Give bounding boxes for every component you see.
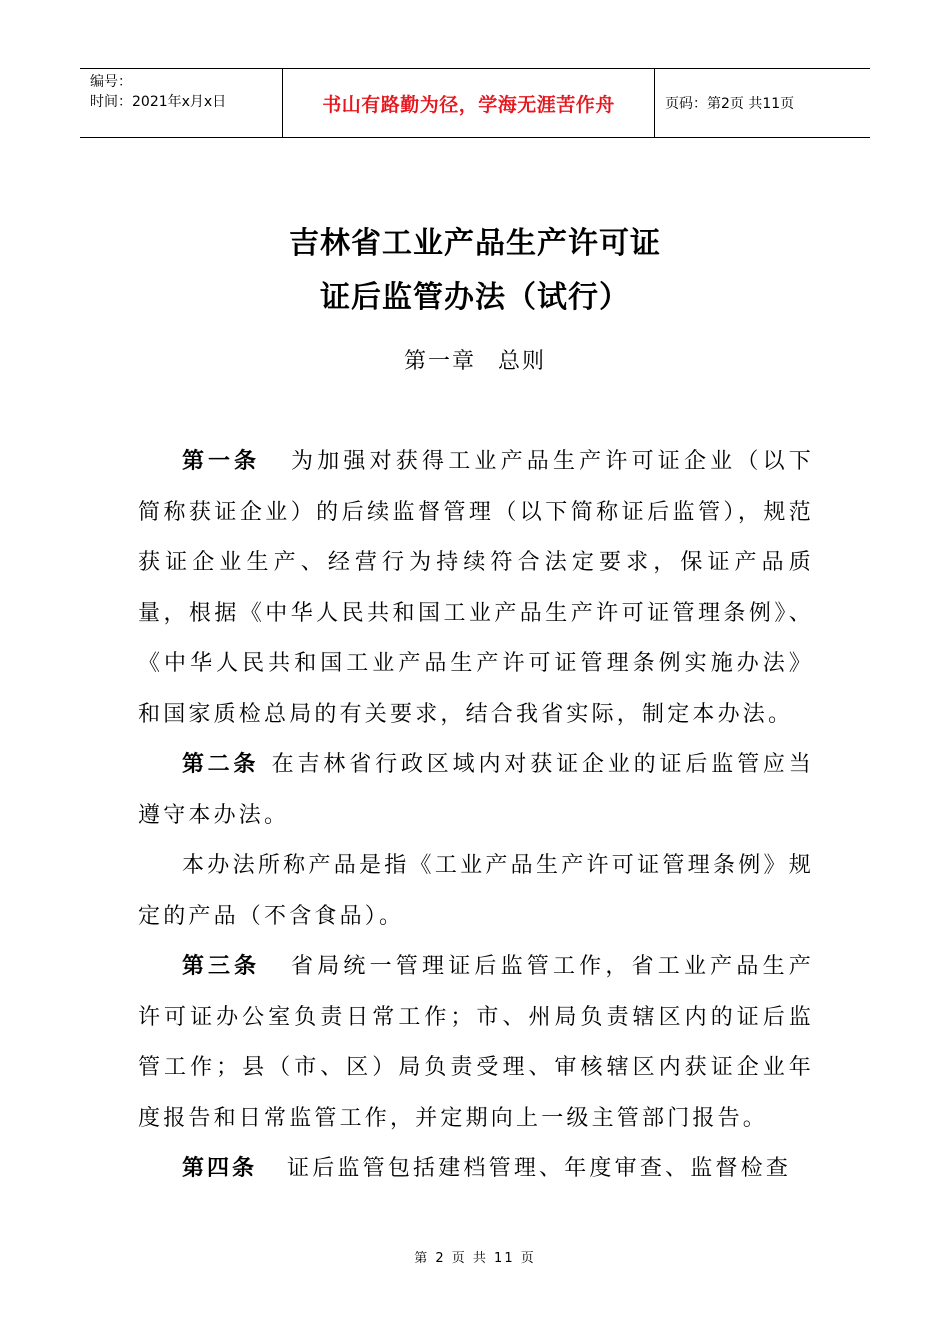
header-table: [80, 68, 870, 138]
article-label: 第四条: [182, 1156, 258, 1181]
document-body: [138, 437, 814, 1195]
document-number-label: 编号：: [90, 74, 132, 90]
article-paragraph: [138, 1144, 814, 1195]
header-motto: 书山有路勤为径，学海无涯苦作舟: [283, 69, 655, 137]
chapter-heading: [0, 344, 950, 375]
article-paragraph: [138, 740, 814, 841]
page-footer: 第 2 页 共 11 页: [414, 1251, 536, 1266]
article-label: 第一条: [182, 449, 260, 474]
article-text: 本办法所称产品是指《工业产品生产许可证管理条例》规定的产品（不含食品）。: [138, 853, 814, 929]
chapter-number: 第一章: [403, 349, 476, 374]
document-date: 时间：2021年x月x日: [90, 94, 227, 110]
article-label: 第三条: [182, 954, 260, 979]
document-title-line1: 吉林省工业产品生产许可证: [289, 226, 661, 261]
article-paragraph: [138, 437, 814, 740]
article-text: 省局统一管理证后监管工作，省工业产品生产许可证办公室负责日常工作；市、州局负责辖区内的证后监管工作；县（市、区）局负责受理、审核辖区内获证企业年度报告和日常监管工作，并定期向上一级主管部门报告。: [138, 954, 814, 1131]
article-paragraph: [138, 942, 814, 1144]
article-label: 第二条: [182, 752, 259, 777]
article-text: 证后监管包括建档管理、年度审查、监督检查: [287, 1156, 792, 1181]
chapter-name: 总则: [498, 349, 547, 374]
article-text: 在吉林省行政区域内对获证企业的证后监管应当遵守本办法。: [138, 752, 814, 828]
document-title-line2: 证后监管办法（试行）: [320, 280, 630, 315]
header-page-info: 页码：第2页 共11页: [665, 96, 795, 112]
article-paragraph: [138, 841, 814, 942]
header-meta-cell: [80, 69, 283, 137]
article-text: 为加强对获得工业产品生产许可证企业（以下简称获证企业）的后续监督管理（以下简称证后监管），规范获证企业生产、经营行为持续符合法定要求，保证产品质量，根据《中华人民共和国工业产品生产许可证管理条例》、《中华人民共和国工业产品生产许可证管理条例实施办法》和国家质检总局的有关要求，结合我省实际，制定本办法。: [138, 449, 814, 727]
